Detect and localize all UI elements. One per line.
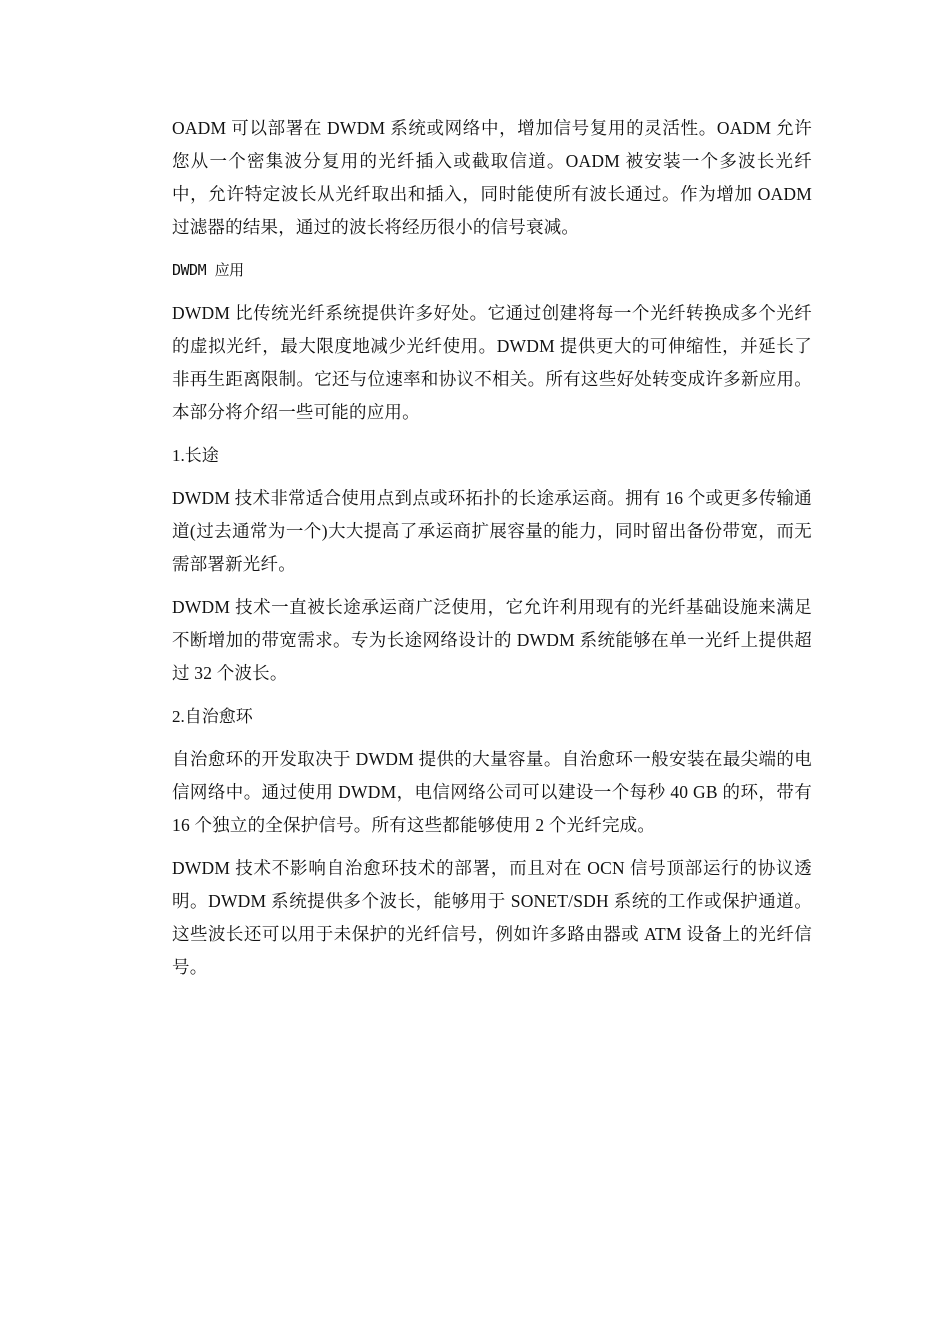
heading-self-healing-ring: 2.自治愈环 xyxy=(172,707,253,726)
paragraph-long-haul-2: DWDM 技术一直被长途承运商广泛使用，它允许利用现有的光纤基础设施来满足不断增加的带宽需求。专为长途网络设计的 DWDM 系统能够在单一光纤上提供超过 32 个波长。 xyxy=(172,597,812,683)
paragraph-self-healing-1: 自治愈环的开发取决于 DWDM 提供的大量容量。自治愈环一般安装在最尖端的电信网络中。通过使用 DWDM，电信网络公司可以建设一个每秒 40 GB 的环，带有 16 个独立的全保护信号。所有这些都能够使用 2 个光纤完成。 xyxy=(172,749,812,835)
paragraph-long-haul-1: DWDM 技术非常适合使用点到点或环拓扑的长途承运商。拥有 16 个或更多传输通道(过去通常为一个)大大提高了承运商扩展容量的能力，同时留出备份带宽，而无需部署新光纤。 xyxy=(172,488,812,574)
document-body xyxy=(172,112,812,994)
paragraph-dwdm-benefits: DWDM 比传统光纤系统提供许多好处。它通过创建将每一个光纤转换成多个光纤的虚拟光纤，最大限度地减少光纤使用。DWDM 提供更大的可伸缩性，并延长了非再生距离限制。它还与位速率和协议不相关。所有这些好处转变成许多新应用。本部分将介绍一些可能的应用。 xyxy=(172,303,812,422)
paragraph-self-healing-2: DWDM 技术不影响自治愈环技术的部署，而且对在 OCN 信号顶部运行的协议透明。DWDM 系统提供多个波长，能够用于 SONET/SDH 系统的工作或保护通道。这些波长还可以用于未保护的光纤信号，例如许多路由器或 ATM 设备上的光纤信号。 xyxy=(172,858,812,977)
heading-dwdm-applications: DWDM 应用 xyxy=(172,261,244,279)
heading-long-haul: 1.长途 xyxy=(172,446,219,465)
paragraph-oadm: OADM 可以部署在 DWDM 系统或网络中，增加信号复用的灵活性。OADM 允许您从一个密集波分复用的光纤插入或截取信道。OADM 被安装一个多波长光纤中，允许特定波长从光纤取出和插入，同时能使所有波长通过。作为增加 OADM 过滤器的结果，通过的波长将经历很小的信号衰减。 xyxy=(172,118,812,237)
